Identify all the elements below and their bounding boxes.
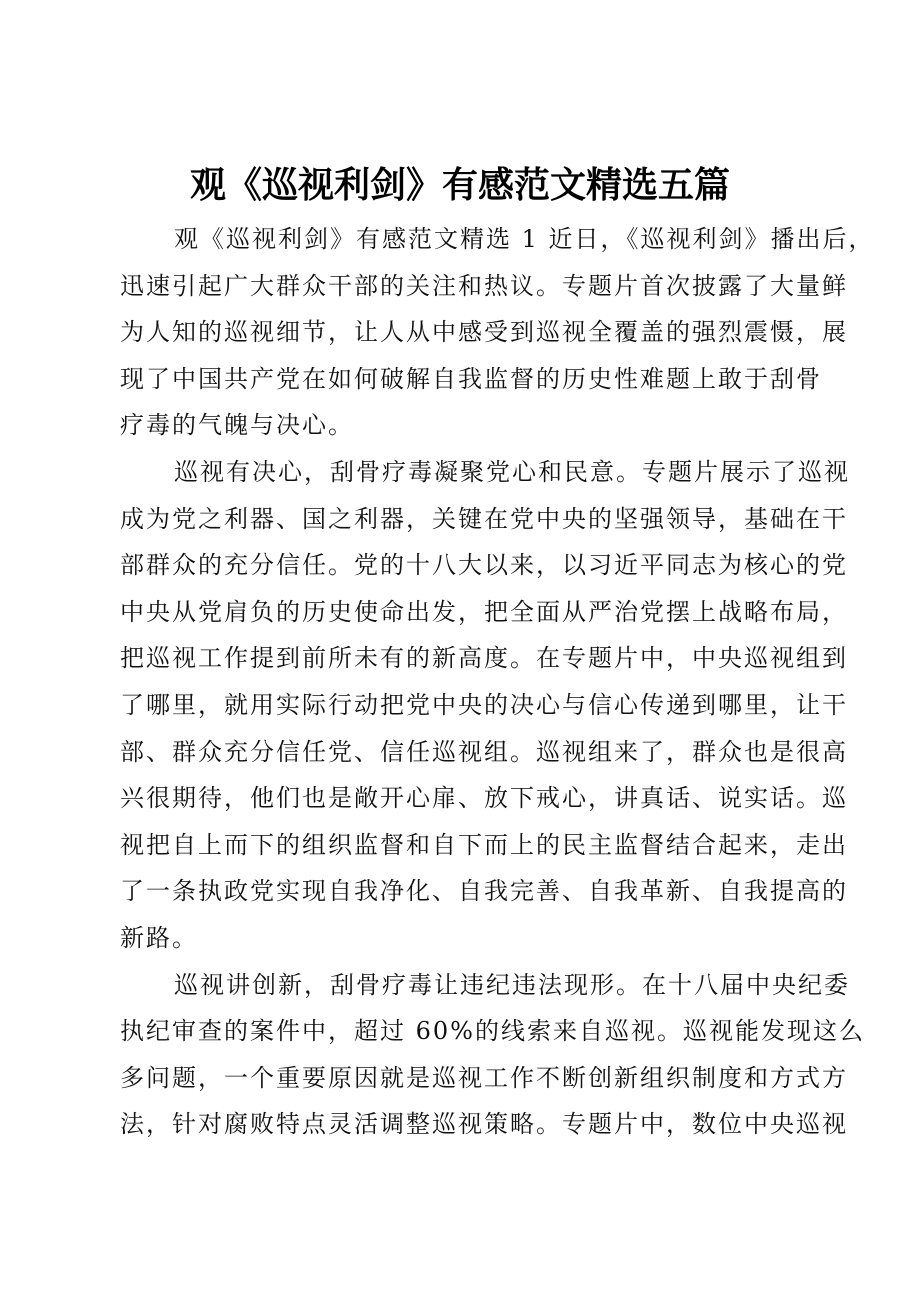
body-line: 新路。 — [120, 923, 198, 952]
body-line: 了哪里，就用实际行动把党中央的决心与信心传递到哪里，让干 — [120, 690, 848, 719]
body-line: 成为党之利器、国之利器，关键在党中央的坚强领导，基础在干 — [120, 504, 848, 533]
body-line: 多问题，一个重要原因就是巡视工作不断创新组织制度和方式方 — [120, 1063, 848, 1092]
body-line: 迅速引起广大群众干部的关注和热议。专题片首次披露了大量鲜 — [120, 271, 848, 300]
document-body — [120, 216, 875, 1148]
body-line: 了一条执政党实现自我净化、自我完善、自我革新、自我提高的 — [120, 877, 848, 906]
body-line: 视把自上而下的组织监督和自下而上的民主监督结合起来，走出 — [120, 830, 848, 859]
body-line: 把巡视工作提到前所未有的新高度。在专题片中，中央巡视组到 — [120, 644, 848, 673]
body-line: 疗毒的气魄与决心。 — [120, 411, 354, 440]
document-title: 观《巡视利剑》有感范文精选五篇 — [189, 164, 730, 206]
body-line: 巡视讲创新，刮骨疗毒让违纪违法现形。在十八届中央纪委 — [174, 970, 850, 999]
body-line: 巡视有决心，刮骨疗毒凝聚党心和民意。专题片展示了巡视 — [174, 457, 850, 486]
body-line: 现了中国共产党在如何破解自我监督的历史性难题上敢于刮骨 — [120, 364, 822, 393]
body-line: 兴很期待，他们也是敞开心扉、放下戒心，讲真话、说实话。巡 — [120, 784, 848, 813]
body-line: 中央从党肩负的历史使命出发，把全面从严治党摆上战略布局， — [120, 597, 848, 626]
body-line: 部群众的充分信任。党的十八大以来，以习近平同志为核心的党 — [120, 551, 848, 580]
body-line: 部、群众充分信任党、信任巡视组。巡视组来了，群众也是很高 — [120, 737, 848, 766]
body-line: 执纪审查的案件中，超过 60%的线索来自巡视。巡视能发现这么 — [120, 1017, 865, 1046]
body-line: 法，针对腐败特点灵活调整巡视策略。专题片中，数位中央巡视 — [120, 1110, 848, 1139]
body-line: 为人知的巡视细节，让人从中感受到巡视全覆盖的强烈震慑，展 — [120, 318, 848, 347]
body-line: 观《巡视利剑》有感范文精选 1 近日，《巡视利剑》播出后， — [174, 225, 875, 253]
